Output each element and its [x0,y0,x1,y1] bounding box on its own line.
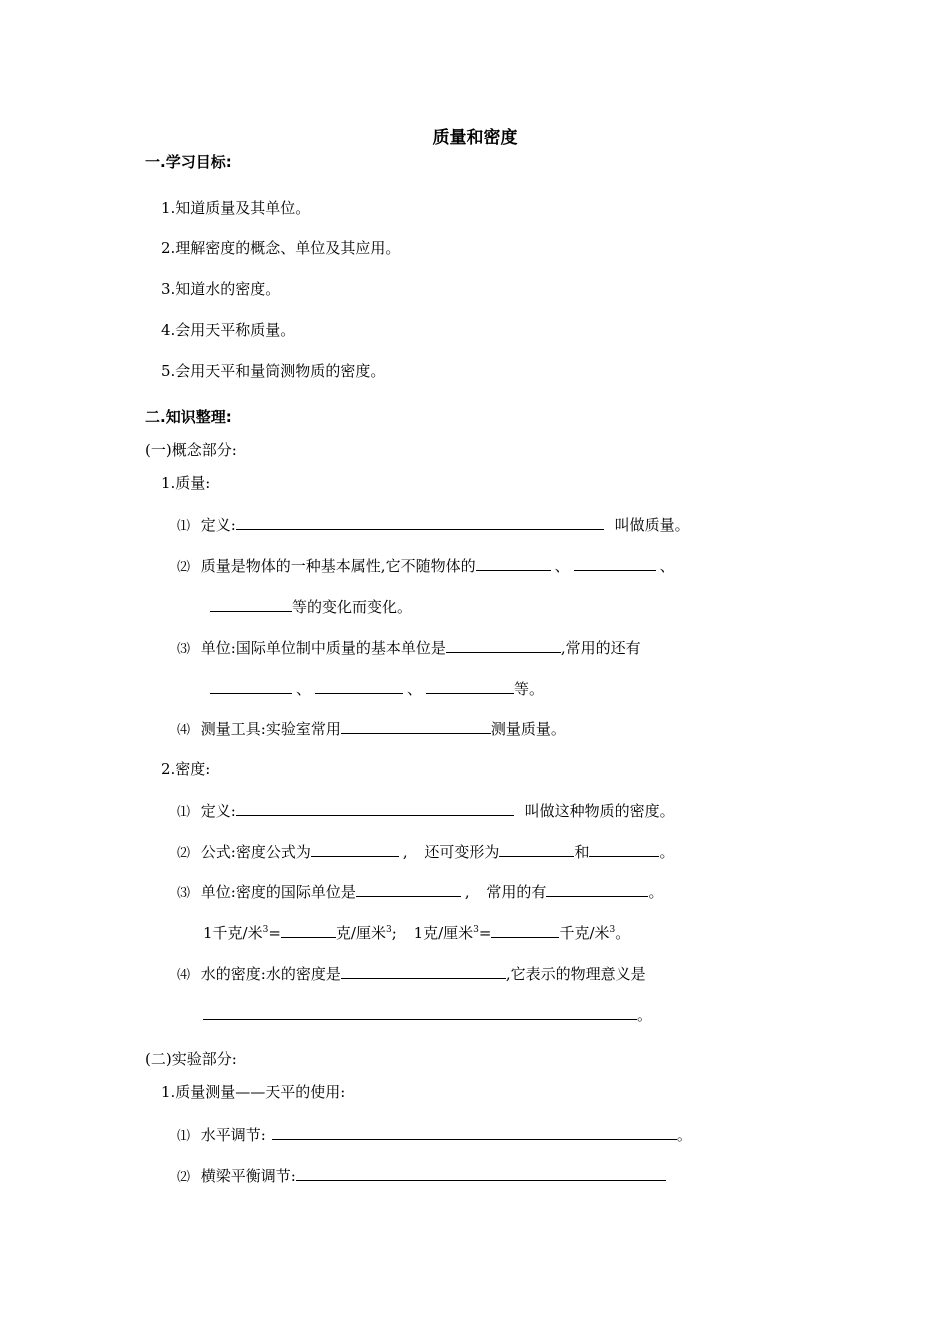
item-number: ⑷ [177,723,191,738]
fill-blank[interactable] [281,922,336,938]
item-number: ⑴ [177,1129,191,1144]
fill-blank[interactable] [546,881,648,897]
item-number: ⑵ [177,1170,191,1185]
density-conversion [203,922,630,943]
text: 常用的有 [486,883,547,901]
text: 。 [637,1006,653,1024]
fill-blank[interactable] [236,800,514,816]
subsection-concepts: (一)概念部分: [145,441,237,459]
text: 。 [659,843,675,861]
section-heading-knowledge: 二.知识整理: [145,408,232,426]
text: 测量质量。 [490,720,566,738]
mass-label: 1.质量: [161,474,211,492]
fill-blank[interactable] [311,841,399,857]
text: 叫做这种物质的密度。 [524,802,675,820]
experiment-label: 1.质量测量——天平的使用: [161,1083,346,1101]
item-number: ⑵ [177,846,191,861]
mass-tool [177,718,566,741]
fill-blank[interactable] [356,881,461,897]
goal-item: 2.理解密度的概念、单位及其应用。 [161,239,401,257]
text: ; [391,924,397,942]
goal-item: 5.会用天平和量筒测物质的密度。 [161,362,386,380]
beam-balance-adjust [177,1165,666,1188]
text: 、 [659,557,675,575]
subsection-experiments: (二)实验部分: [145,1050,237,1068]
density-label: 2.密度: [161,760,211,778]
text: 单位:密度的国际单位是 [200,883,356,901]
level-adjust [177,1124,692,1147]
superscript: 3 [262,925,269,935]
text: 、 [407,680,423,698]
superscript: 3 [473,925,479,935]
text: 、 [554,557,570,575]
text: = [478,924,492,942]
text: 和 [574,843,590,861]
superscript: 3 [609,925,616,935]
text: ,它表示的物理意义是 [505,965,646,983]
text: 测量工具:实验室常用 [200,720,341,738]
item-number: ⑴ [177,805,191,820]
mass-definition [177,514,690,537]
item-number: ⑷ [177,968,191,983]
page-title: 质量和密度 [432,128,518,148]
text: = [268,924,281,942]
mass-property [177,555,675,578]
fill-blank[interactable] [574,555,656,571]
goal-item: 3.知道水的密度。 [161,280,281,298]
text: ,常用的还有 [560,639,641,657]
fill-blank[interactable] [476,555,551,571]
fill-blank[interactable] [341,963,506,979]
fill-blank[interactable] [210,596,292,612]
item-number: ⑶ [177,642,191,657]
mass-property-cont [210,596,412,617]
goal-item: 1.知道质量及其单位。 [161,199,311,217]
text: 水平调节: [200,1126,266,1144]
fill-blank[interactable] [446,637,561,653]
fill-blank[interactable] [203,1004,637,1020]
water-density [177,963,646,986]
fill-blank[interactable] [315,678,403,694]
text: 定义: [200,516,236,534]
fill-blank[interactable] [426,678,514,694]
text: 定义: [200,802,236,820]
text: 克/厘米 [335,924,386,942]
text: 质量是物体的一种基本属性,它不随物体的 [200,557,476,575]
item-number: ⑶ [177,886,191,901]
fill-blank[interactable] [272,1124,677,1140]
density-formula [177,841,674,864]
text: 叫做质量。 [614,516,690,534]
text: 公式:密度公式为 [200,843,311,861]
section-heading-goals: 一.学习目标: [145,153,232,171]
fill-blank[interactable] [236,514,604,530]
density-unit [177,881,663,904]
text: 。 [648,883,664,901]
mass-unit-cont [210,678,544,699]
goal-item: 4.会用天平称质量。 [161,321,296,339]
text: 等。 [514,680,545,698]
fill-blank[interactable] [341,718,491,734]
text: 水的密度:水的密度是 [200,965,341,983]
text: 1克/厘米 [413,924,474,942]
text: 、 [296,680,312,698]
superscript: 3 [385,925,392,935]
text: 还可变形为 [424,843,500,861]
density-definition [177,800,675,823]
water-density-cont [203,1004,652,1025]
item-number: ⑵ [177,560,191,575]
text: , [464,883,470,901]
text: 。 [676,1126,692,1144]
text: 1千克/米 [203,924,263,942]
fill-blank[interactable] [499,841,574,857]
fill-blank[interactable] [210,678,292,694]
text: 。 [615,924,631,942]
text: 千克/米 [559,924,610,942]
text: 单位:国际单位制中质量的基本单位是 [200,639,446,657]
text: 等的变化而变化。 [292,598,413,616]
fill-blank[interactable] [589,841,659,857]
text: 横梁平衡调节: [200,1167,296,1185]
fill-blank[interactable] [491,922,559,938]
item-number: ⑴ [177,519,191,534]
fill-blank[interactable] [296,1165,666,1181]
text: , [402,843,408,861]
mass-unit [177,637,641,660]
